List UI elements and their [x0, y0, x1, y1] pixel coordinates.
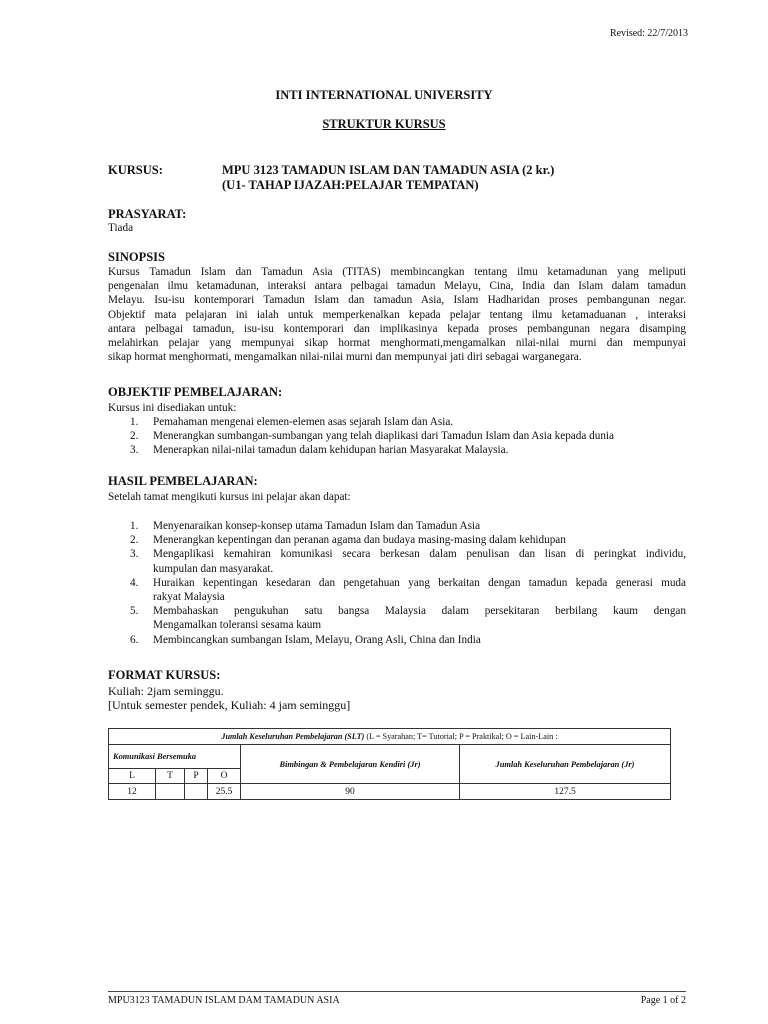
objektif-list	[108, 415, 686, 458]
objektif-heading: OBJEKTIF PEMBELAJARAN:	[108, 385, 283, 399]
kursus-line-1: MPU 3123 TAMADUN ISLAM DAN TAMADUN ASIA (2 kr.)	[222, 163, 555, 177]
footer-divider	[108, 991, 686, 992]
table-cell	[185, 784, 208, 800]
col-p-header: P	[185, 769, 208, 784]
table-cell: 127.5	[460, 784, 671, 800]
list-item: 3. Mengaplikasi kemahiran komunikasi secara berkesan dalam penulisan dan lisan di peringkat individu, kumpulan dan masyarakat.	[130, 548, 686, 575]
sinopsis-line: antara pelbagai tamadun, isu-isu kontemporari dan implikasinya kepada proses pembangunan negara disamping	[108, 322, 686, 335]
kursus-line-2: (U1- TAHAP IJAZAH:PELAJAR TEMPATAN)	[222, 178, 479, 192]
table-header: Jumlah Keseluruhan Pembelajaran (SLT) (L = Syarahan; T= Tutorial; P = Praktikal; O = Lain-Lain :	[109, 729, 671, 745]
slt-table	[108, 728, 671, 800]
page-number: Page 1 of 2	[640, 995, 686, 1006]
list-item: 2. Menerangkan kepentingan dan peranan agama dan budaya masing-masing dalam kehidupan	[130, 534, 566, 547]
list-item: 5. Membahaskan pengukuhan satu bangsa Malaysia dalam persekitaran berbilang kaum dengan Mengamalkan toleransi sesama kaum	[130, 605, 686, 632]
footer-course: MPU3123 TAMADUN ISLAM DAM TAMADUN ASIA	[108, 995, 340, 1006]
hasil-intro: Setelah tamat mengikuti kursus ini pelajar akan dapat:	[108, 491, 351, 503]
format-heading: FORMAT KURSUS:	[108, 668, 221, 682]
hasil-list	[108, 519, 686, 647]
col-t-header: T	[156, 769, 185, 784]
table-cell: 12	[109, 784, 156, 800]
komunikasi-header: Komunikasi Bersemuka	[109, 745, 241, 769]
sinopsis-paragraph	[108, 265, 686, 364]
prasyarat-heading: PRASYARAT:	[108, 207, 187, 221]
sinopsis-line: Kursus Tamadun Islam dan Tamadun Asia (TITAS) membincangkan tentang ilmu ketamadunan yang meliputi	[108, 266, 686, 278]
sinopsis-line: sikap hormat menghormati, mengamalkan nilai-nilai murni dan mempunyai jati diri sebagai warganegara.	[108, 351, 582, 364]
format-line-1: Kuliah: 2jam seminggu.	[108, 684, 224, 698]
col-l-header: L	[109, 769, 156, 784]
bimbingan-header: Bimbingan & Pembelajaran Kendiri (Jr)	[241, 745, 460, 784]
table-cell: 90	[241, 784, 460, 800]
sinopsis-line: melahirkan pelajar yang mempunyai sikap hormat menghormati,mengamalkan nilai-nilai murni dan mempunyai	[108, 337, 686, 350]
list-item: 3. Menerapkan nilai-nilai tamadun dalam kehidupan harian Masyarakat Malaysia.	[130, 444, 509, 457]
sinopsis-heading: SINOPSIS	[108, 250, 165, 264]
table-cell	[156, 784, 185, 800]
document-title: STRUKTUR KURSUS	[322, 117, 446, 131]
col-o-header: O	[208, 769, 241, 784]
sinopsis-line: pengenalan ilmu ketamadunan, interaksi antara pelbagai tamadun Melayu, Cina, India dan Islam dalam tamadun	[108, 280, 686, 293]
university-name: INTI INTERNATIONAL UNIVERSITY	[275, 88, 493, 102]
hasil-heading: HASIL PEMBELAJARAN:	[108, 474, 258, 488]
list-item: 4. Huraikan kepentingan kesedaran dan pengetahuan yang berkaitan dengan tamadun kepada generasi muda rakyat Malaysia	[130, 576, 686, 604]
list-item: 1. Menyenaraikan konsep-konsep utama Tamadun Islam dan Tamadun Asia	[130, 520, 481, 532]
jumlah-header: Jumlah Keseluruhan Pembelajaran (Jr)	[460, 745, 671, 784]
list-item: 6. Membincangkan sumbangan Islam, Melayu, Orang Asli, China dan India	[130, 633, 481, 646]
list-item: 2. Menerangkan sumbangan-sumbangan yang telah diaplikasi dari Tamadun Islam dan Asia kepada dunia	[130, 430, 614, 443]
objektif-intro: Kursus ini disediakan untuk:	[108, 402, 237, 414]
table-cell: 25.5	[208, 784, 241, 800]
sinopsis-line: Melayu. Isu-isu kontemporari Tamadun Islam dan tamadun Asia, Islam Hadharidan proses pembangunan negar.	[108, 294, 686, 307]
prasyarat-value: Tiada	[108, 222, 134, 234]
kursus-label: KURSUS:	[108, 163, 163, 177]
list-item: 1. Pemahaman mengenai elemen-elemen asas sejarah Islam dan Asia.	[130, 416, 454, 428]
format-line-2: [Untuk semester pendek, Kuliah: 4 jam seminggu]	[108, 698, 351, 712]
revised-date: Revised: 22/7/2013	[609, 28, 688, 39]
kursus-value	[222, 163, 554, 193]
sinopsis-line: Objektif mata pelajaran ini ialah untuk memperkenalkan kepada pelajar tentang ilmu ketamaduanan , interaksi	[108, 308, 686, 321]
